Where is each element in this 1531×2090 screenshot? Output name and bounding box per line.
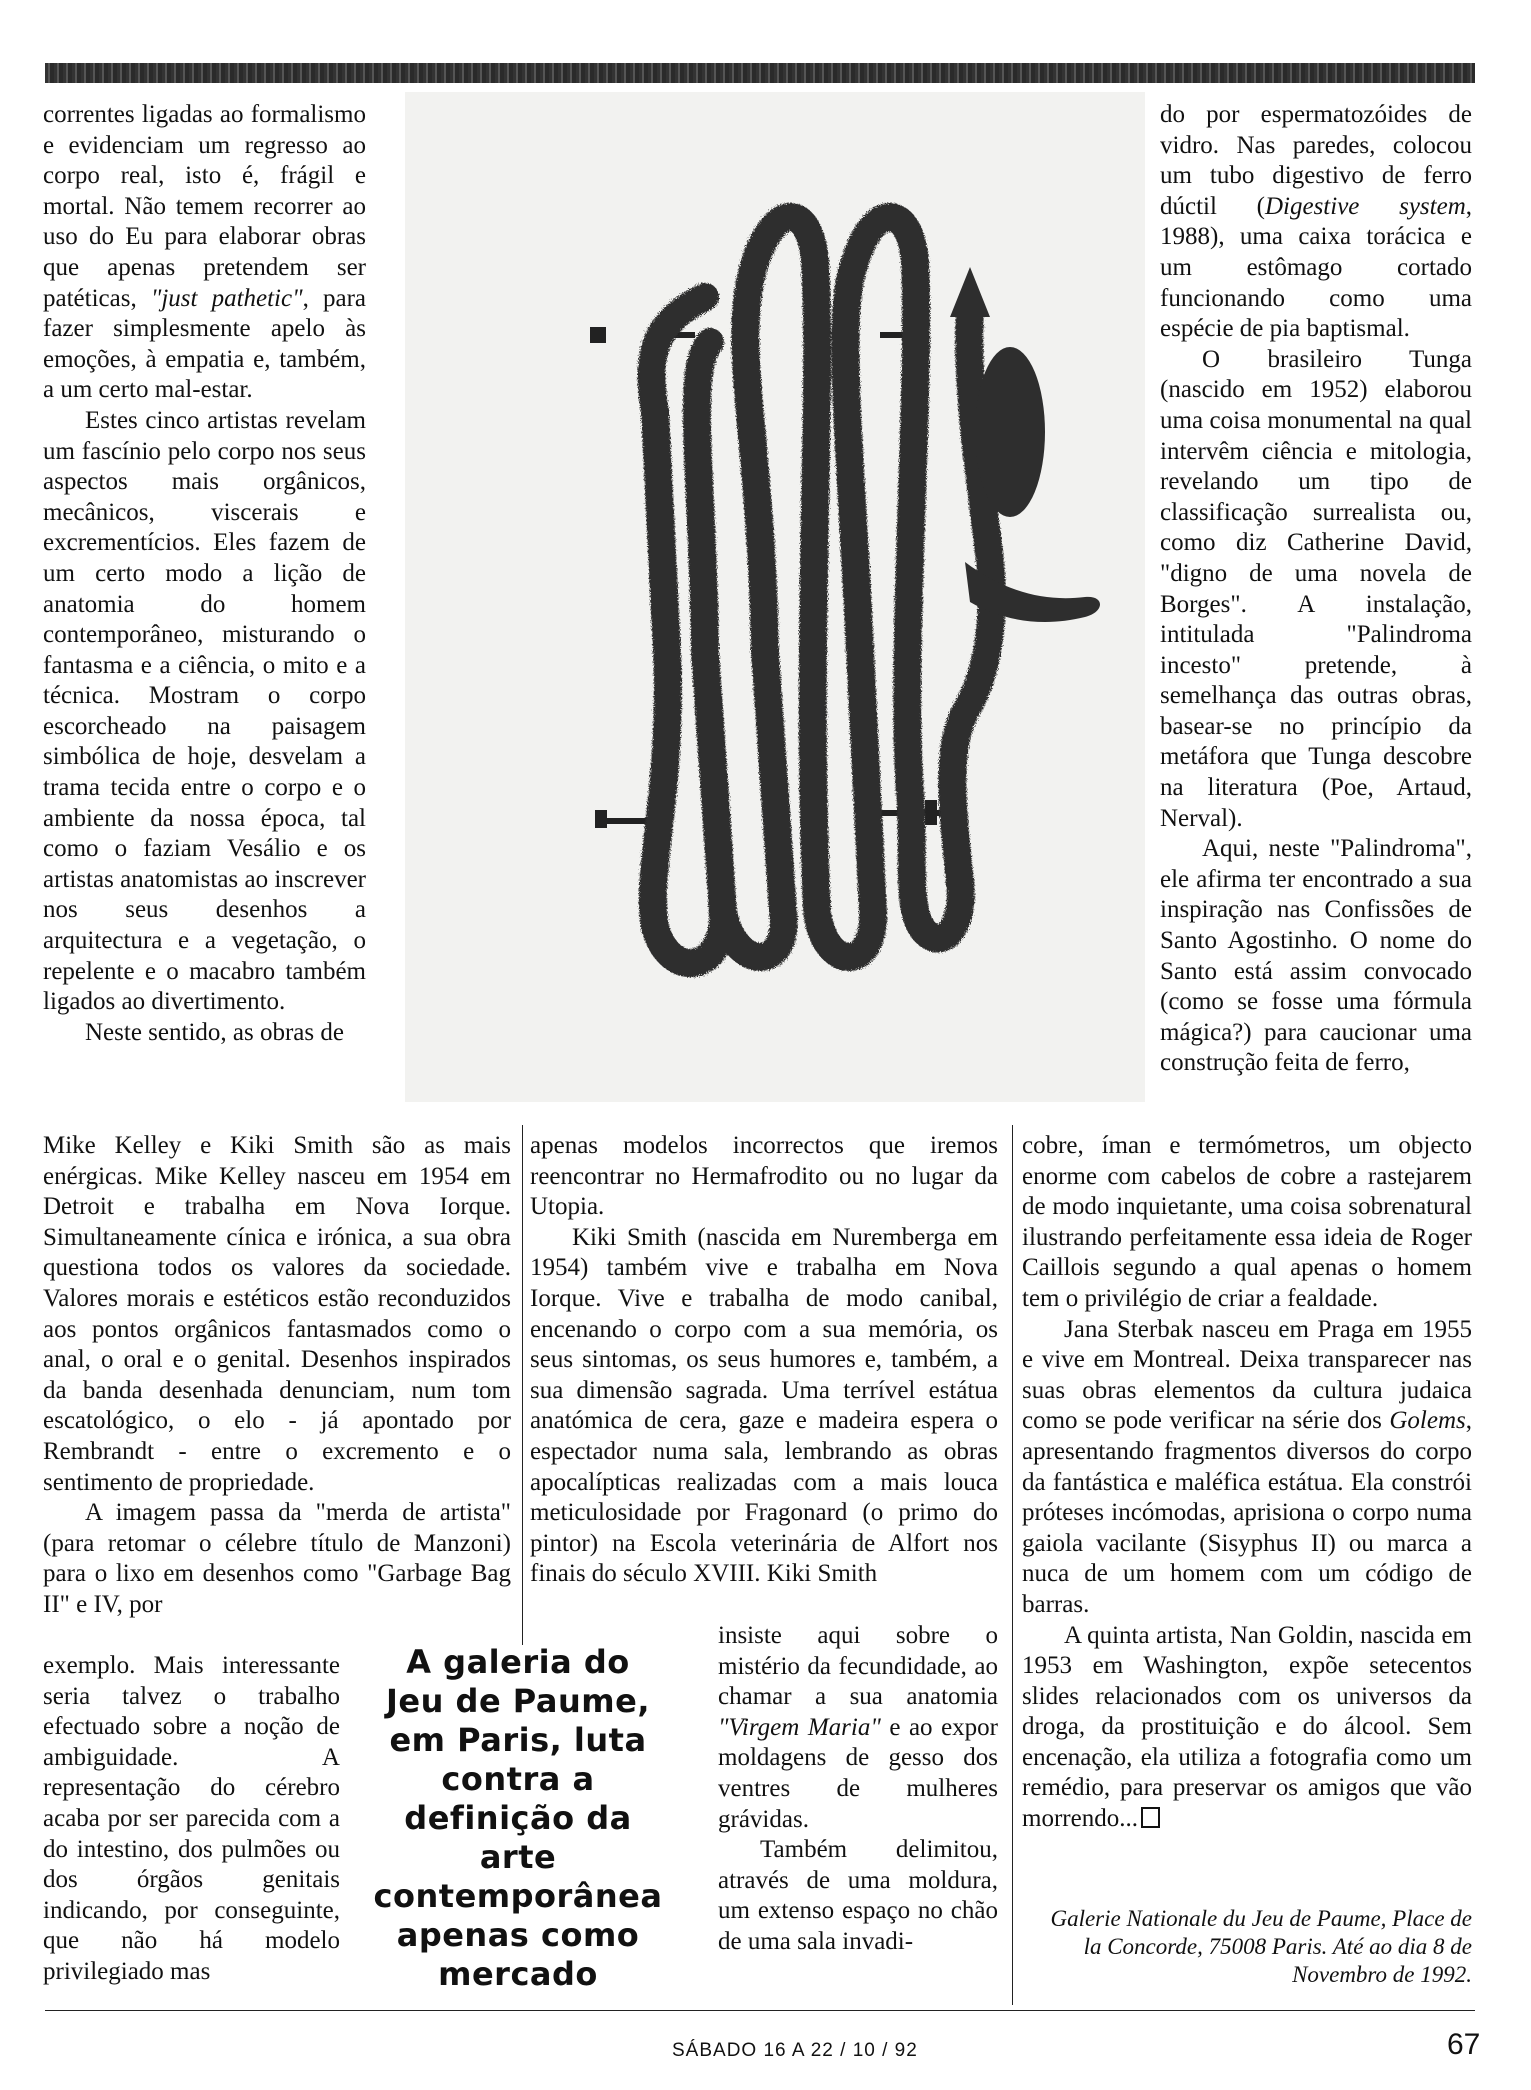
virgem-maria-quote: "Virgem Maria": [718, 1713, 881, 1741]
column-divider-left: [522, 1125, 523, 1645]
footer-date: SÁBADO 16 A 22 / 10 / 92: [672, 2040, 918, 2061]
paragraph-4: A imagem passa da "merda de artista" (para retomar o célebre título de Manzoni) para o lixo em desenhos como "Garbage Bag II" e IV, por: [43, 1499, 511, 1618]
page-number: 67: [1447, 2028, 1481, 2061]
paragraph-5: apenas modelos incorrectos que iremos reencontrar no Hermafrodito ou no lugar da Utopia.: [530, 1132, 998, 1221]
pull-quote: A galeria do Jeu de Paume, em Paris, luta contra a definição da arte contemporânea apenas como mercado: [373, 1643, 663, 1993]
column-divider-right: [1012, 1125, 1013, 2005]
golems-title: Golems: [1389, 1407, 1466, 1435]
sculpture-photo: [405, 92, 1145, 1102]
paragraph-3-cont: Mike Kelley e Kiki Smith são as mais enérgicas. Mike Kelley nasceu em 1954 em Detroit e trabalha em Nova Iorque. Simultaneamente cínica e irónica, a sua obra questiona todos os valores da sociedade. Valores morais e estéticos estão reconduzidos aos pontos orgânicos fantasmados como o anal, o oral e o genital. Desenhos inspirados da banda desenhada denunciam, num tom escatológico, o elo - já apontado por Rembrandt - entre o excremento e o sentimento de propriedade.: [43, 1132, 511, 1496]
just-pathetic-quote: "just pathetic": [150, 284, 303, 312]
column-middle-bottom: [718, 1621, 998, 1958]
paragraph-12: A quinta artista, Nan Goldin, nascida em 1953 em Washington, expõe setecentos slides relacionados com os universos da droga, da prostituição e do álcool. Sem encenação, ela utiliza a fotografia como um remédio, para preservar os amigos que vão morrendo...: [1022, 1621, 1472, 1833]
paragraph-8b: , 1988), uma caixa torácica e um estômago cortado funcionando como uma espécie de pia baptismal.: [1160, 192, 1473, 343]
column-left-bottom: [43, 1651, 340, 1988]
header-rule: [45, 63, 1475, 83]
column-right-top: [1160, 100, 1472, 1079]
end-of-article-mark: [1141, 1807, 1160, 1828]
paragraph-4-cont: exemplo. Mais interessante seria talvez o trabalho efectuado sobre a noção de ambiguidade. A representação do cérebro acaba por ser parecida com a do intestino, dos pulmões ou dos órgãos genitais indicando, por conseguinte, que não há modelo privilegiado mas: [43, 1652, 340, 1985]
paragraph-2: Estes cinco artistas revelam um fascínio pelo corpo nos seus aspectos mais orgânicos, mecânicos, viscerais e excrementícios. Eles fazem de um certo modo a lição de anatomia do homem contemporâneo, misturando o fantasma e a ciência, o mito e a técnica. Mostram o corpo escorcheado na paisagem simbólica de hoje, desvelam a trama tecida entre o corpo e o ambiente da nossa época, tal como o faziam Vesálio e os artistas anatomistas ao inscrever nos seus desenhos a arquitectura e a vegetação, o repelente e o macabro também ligados ao divertimento.: [43, 406, 366, 1016]
paragraph-9: O brasileiro Tunga (nascido em 1952) elaborou uma coisa monumental na qual intervêm ciência e mitologia, revelando um tipo de classificação surrealista ou, como diz Catherine David, "digno de uma novela de Borges". A instalação, intitulada "Palindroma incesto" pretende, à semelhança das outras obras, basear-se no princípio da metáfora que Tunga descobre na literatura (Poe, Artaud, Nerval).: [1160, 345, 1472, 832]
paragraph-8a: do por espermatozóides de vidro. Nas paredes, colocou um tubo digestivo de ferro dúctil (: [1160, 101, 1472, 220]
paragraph-6-cont-b: e ao expor moldagens de gesso dos ventres de mulheres grávidas.: [718, 1713, 998, 1833]
column-left-wide: [43, 1131, 511, 1621]
column-right-bottom: [1022, 1131, 1472, 1835]
exhibition-credit: Galerie Nationale du Jeu de Paume, Place de la Concorde, 75008 Paris. Até ao dia 8 de Novembro de 1992.: [1050, 1906, 1472, 1987]
paragraph-1a: correntes ligadas ao formalismo e evidenciam um regresso ao corpo real, isto é, frágil e mortal. Não temem recorrer ao uso do Eu para elaborar obras que apenas pretendem ser patéticas,: [43, 101, 366, 312]
footer-rule: [45, 2010, 1475, 2011]
column-middle-top: [530, 1131, 998, 1590]
digestive-system-title: Digestive system: [1264, 192, 1466, 220]
paragraph-1b: , para fazer simplesmente apelo às emoções, à empatia e, também, a um certo mal-estar.: [43, 284, 366, 404]
paragraph-6: Kiki Smith (nascida em Nuremberga em 1954) também vive e trabalha em Nova Iorque. Vive e trabalha de modo canibal, encenando o corpo com a sua memória, os seus sintomas, os seus humores e, também, a sua dimensão sagrada. Uma terrível estátua anatómica de cera, gaze e madeira espera o espectador numa sala, lembrando as obras apocalípticas realizadas com a mais louca meticulosidade por Fragonard (o primo do pintor) na Escola veterinária de Alfort nos finais do século XVIII. Kiki Smith: [530, 1223, 998, 1588]
paragraph-6-cont-a: insiste aqui sobre o mistério da fecundidade, ao chamar a sua anatomia: [718, 1622, 998, 1711]
paragraph-3-start: Neste sentido, as obras de: [85, 1018, 344, 1046]
paragraph-10: Aqui, neste "Palindroma", ele afirma ter encontrado a sua inspiração nas Confissões de Santo Agostinho. O nome do Santo está assim convocado (como se fosse uma fórmula mágica?) para caucionar uma construção feita de ferro,: [1160, 835, 1472, 1077]
paragraph-10-cont: cobre, íman e termómetros, um objecto enorme com cabelos de cobre a rastejarem de modo inquietante, uma coisa sobrenatural ilustrando perfeitamente essa ideia de Roger Caillois segundo a qual apenas o homem tem o privilégio de criar a fealdade.: [1022, 1132, 1472, 1312]
sculpture-image: [405, 92, 1145, 1102]
paragraph-11b: , apresentando fragmentos diversos do corpo da fantástica e maléfica estátua. Ela constrói próteses incómodas, aprisiona o corpo numa gaiola vacilante (Sisyphus II) ou marca a nuca de um homem com um código de barras.: [1022, 1407, 1473, 1618]
paragraph-7: Também delimitou, através de uma moldura, um extenso espaço no chão de uma sala invadi-: [718, 1836, 998, 1955]
paragraph-11a: Jana Sterbak nasceu em Praga em 1955 e vive em Montreal. Deixa transparecer nas suas obras elementos da cultura judaica como se pode verificar na série dos: [1022, 1315, 1472, 1435]
column-left-top: [43, 100, 366, 1048]
